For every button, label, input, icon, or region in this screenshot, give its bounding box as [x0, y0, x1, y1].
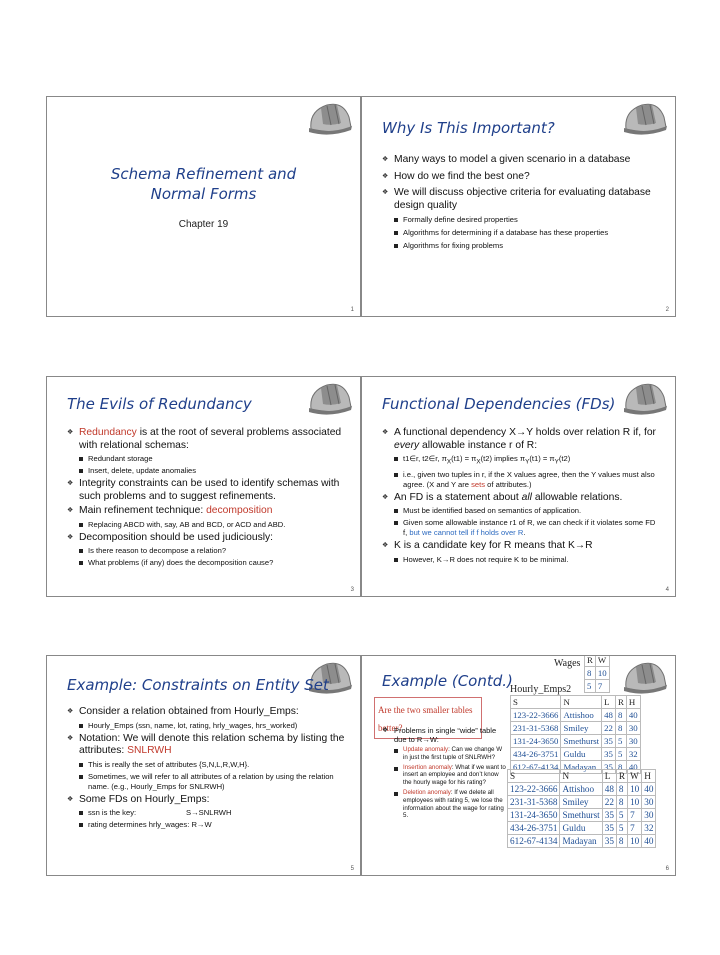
table-cell: 8 [616, 783, 627, 796]
sub-bullet: Formally define desired properties [382, 215, 661, 225]
page-number: 3 [350, 587, 354, 593]
bullet-list [382, 427, 661, 565]
bullet-list [382, 726, 508, 820]
table-cell: 48 [602, 783, 616, 796]
table-cell: 612-67-4134 [508, 835, 560, 848]
column-header: R [615, 696, 626, 709]
column-header: R [616, 770, 627, 783]
question-callout: Are the two smaller tables better? [374, 697, 482, 739]
bullet: ❖ Some FDs on Hourly_Emps: [67, 794, 346, 807]
sub-bullet: t1∈r, t2∈r, $\pi_X(t1) = \pi_X(t2)$ implies $\pi_Y(t1) = \pi_Y(t2)$ [382, 454, 661, 468]
slide-3 [46, 376, 361, 597]
table-cell: 22 [602, 796, 616, 809]
bullet: ❖ A functional dependency X→Y holds over relation R if, for every allowable instance r of R: [382, 427, 661, 452]
sub-bullet: Redundant storage [67, 454, 346, 464]
table-cell: 7 [628, 822, 642, 835]
slide-title: Example (Contd.) [382, 672, 513, 690]
table-row [508, 809, 656, 822]
hard-hat-icon [307, 379, 353, 417]
table-cell: 40 [626, 761, 640, 774]
sub-bullet: What problems (if any) does the decomposition cause? [67, 558, 346, 568]
table-cell: 35 [602, 822, 616, 835]
sub-bullet: Update anomaly: Can we change W in just the first tuple of SNLRWH? [382, 746, 508, 762]
table-cell: 35 [602, 748, 616, 761]
column-header: W [595, 655, 609, 667]
table-cell: 5 [615, 735, 626, 748]
slide1-subtitle: Chapter 19 [178, 219, 229, 230]
table-cell: Madayan [560, 835, 602, 848]
table-cell: Guldu [560, 822, 602, 835]
bullet: ❖ An FD is a statement about all allowable relations. [382, 492, 661, 505]
table-cell: 30 [642, 796, 656, 809]
table-cell: 8 [616, 796, 627, 809]
table-cell: 35 [602, 735, 616, 748]
table-row [511, 735, 641, 748]
table-cell: 10 [628, 796, 642, 809]
page-number: 6 [665, 866, 669, 872]
column-header: S [511, 696, 561, 709]
hourly-emps2-table [510, 695, 641, 774]
table-cell: 612-67-4134 [511, 761, 561, 774]
bullet: ❖ Redundancy is at the root of several problems associated with relational schemas: [67, 427, 346, 452]
table-cell: 30 [642, 809, 656, 822]
bullet: ❖ Decomposition should be used judiciously: [67, 532, 346, 545]
bullet: ❖ Integrity constraints can be used to identify schemas with such problems and to suggest refinements. [67, 478, 346, 503]
table-cell: 30 [626, 735, 640, 748]
wages-table [584, 655, 610, 693]
table-row [508, 835, 656, 848]
column-header: H [642, 770, 656, 783]
table-cell: 40 [626, 709, 640, 722]
slide-title: Example: Constraints on Entity Set [67, 676, 329, 694]
table-row [511, 748, 641, 761]
table-cell: 434-26-3751 [511, 748, 561, 761]
table-cell: Attishoo [561, 709, 602, 722]
slide-4 [361, 376, 676, 597]
hard-hat-icon [622, 379, 668, 417]
table-row [508, 796, 656, 809]
table-cell: 40 [642, 783, 656, 796]
column-header: N [561, 696, 602, 709]
sub-bullet: Must be identified based on semantics of application. [382, 506, 661, 516]
sub-bullet: i.e., given two tuples in r, if the X values agree, then the Y values must also agree. (X and Y are sets of attributes.) [382, 470, 661, 490]
slide1-title-line2: Normal Forms [150, 185, 257, 203]
wages-table-label: Wages [554, 658, 581, 669]
slide-title: The Evils of Redundancy [67, 395, 252, 413]
sub-bullet: Insertion anomaly: What if we want to insert an employee and don’t know the hourly wage for his rating? [382, 764, 508, 787]
page-number: 2 [665, 307, 669, 313]
table-cell: 48 [602, 709, 616, 722]
table-row [585, 680, 610, 693]
slide1-title-line1: Schema Refinement and [110, 165, 297, 183]
table-cell: 10 [595, 667, 609, 680]
table-cell: 32 [642, 822, 656, 835]
slide-6 [361, 655, 676, 876]
bullet: ❖ How do we find the best one? [382, 171, 661, 184]
table-cell: 35 [602, 761, 616, 774]
hard-hat-icon [622, 658, 668, 696]
column-header: S [508, 770, 560, 783]
table-cell: 22 [602, 722, 616, 735]
bullet: ❖ Notation: We will denote this relation schema by listing the attributes: SNLRWH [67, 733, 346, 758]
table-cell: 7 [595, 680, 609, 693]
table-cell: 5 [616, 809, 627, 822]
slide-title: Why Is This Important? [382, 119, 555, 137]
table-cell: 40 [642, 835, 656, 848]
page-number: 4 [665, 587, 669, 593]
sub-bullet: Deletion anomaly: If we delete all employees with rating 5, we lose the information about the wage for rating 5. [382, 789, 508, 820]
table-cell: Smiley [560, 796, 602, 809]
sub-bullet: Sometimes, we will refer to all attributes of a relation by using the relation name. (e.g., Hourly_Emps for SNLRWH) [67, 772, 346, 792]
page-number: 1 [350, 307, 354, 313]
table-cell: 10 [628, 783, 642, 796]
table-cell: Guldu [561, 748, 602, 761]
bullet-list [382, 154, 661, 251]
sub-bullet: Algorithms for fixing problems [382, 241, 661, 251]
column-header: R [585, 655, 596, 667]
slide-2 [361, 96, 676, 317]
slide-5 [46, 655, 361, 876]
bullet: ❖ Main refinement technique: decomposition [67, 505, 346, 518]
table-cell: 131-24-3650 [511, 735, 561, 748]
table-cell: 131-24-3650 [508, 809, 560, 822]
table-row [511, 722, 641, 735]
table-cell: 123-22-3666 [511, 709, 561, 722]
column-header: W [628, 770, 642, 783]
table-cell: 8 [615, 761, 626, 774]
table-cell: 8 [585, 667, 596, 680]
sub-bullet: However, K→R does not require K to be minimal. [382, 555, 661, 565]
sub-bullet: Algorithms for determining if a database has these properties [382, 228, 661, 238]
hard-hat-icon [622, 99, 668, 137]
bullet-list [67, 427, 346, 568]
hard-hat-icon [307, 99, 353, 137]
table-cell: 8 [616, 835, 627, 848]
table-cell: 5 [585, 680, 596, 693]
table-cell: 30 [626, 722, 640, 735]
sub-bullet: ssn is the key: S→SNLRWH [67, 808, 346, 818]
table-cell: 8 [615, 709, 626, 722]
table-cell: 5 [616, 822, 627, 835]
column-header: L [602, 770, 616, 783]
table-row [508, 822, 656, 835]
table-cell: 10 [628, 835, 642, 848]
table-cell: 231-31-5368 [508, 796, 560, 809]
table-cell: Attishoo [560, 783, 602, 796]
table-cell: 8 [615, 722, 626, 735]
column-header: N [560, 770, 602, 783]
column-header: L [602, 696, 616, 709]
table-cell: 35 [602, 835, 616, 848]
table-row [508, 783, 656, 796]
hourly-emps2-table-label: Hourly_Emps2 [510, 684, 572, 695]
hourly-emps-table [507, 769, 656, 848]
table-cell: 32 [626, 748, 640, 761]
table-cell: Smethurst [561, 735, 602, 748]
table-cell: Madayan [561, 761, 602, 774]
page-number: 5 [350, 866, 354, 872]
table-cell: 123-22-3666 [508, 783, 560, 796]
sub-bullet: rating determines hrly_wages: R→W [67, 820, 346, 830]
bullet: ❖ Problems in single “wide” table due to R→W: [382, 726, 508, 744]
table-cell: Smethurst [560, 809, 602, 822]
table-cell: 7 [628, 809, 642, 822]
table-row [585, 667, 610, 680]
table-row [511, 709, 641, 722]
bullet: ❖ K is a candidate key for R means that K→R [382, 540, 661, 553]
slide-title: Functional Dependencies (FDs) [382, 395, 616, 413]
table-cell: 434-26-3751 [508, 822, 560, 835]
bullet: ❖ Many ways to model a given scenario in a database [382, 154, 661, 167]
sub-bullet: Replacing ABCD with, say, AB and BCD, or ACD and ABD. [67, 520, 346, 530]
table-cell: 5 [615, 748, 626, 761]
slide-1 [46, 96, 361, 317]
column-header: H [626, 696, 640, 709]
table-cell: Smiley [561, 722, 602, 735]
bullet: ❖ We will discuss objective criteria for evaluating database design quality [382, 187, 661, 212]
bullet: ❖ Consider a relation obtained from Hourly_Emps: [67, 706, 346, 719]
table-cell: 35 [602, 809, 616, 822]
table-cell: 231-31-5368 [511, 722, 561, 735]
sub-bullet: Hourly_Emps (ssn, name, lot, rating, hrly_wages, hrs_worked) [67, 721, 346, 731]
sub-bullet: Given some allowable instance r1 of R, we can check if it violates some FD f, but we cannot tell if f holds over R. [382, 518, 661, 538]
sub-bullet: This is really the set of attributes {S,N,L,R,W,H}. [67, 760, 346, 770]
sub-bullet: Insert, delete, update anomalies [67, 466, 346, 476]
bullet-list [67, 706, 346, 830]
sub-bullet: Is there reason to decompose a relation? [67, 546, 346, 556]
